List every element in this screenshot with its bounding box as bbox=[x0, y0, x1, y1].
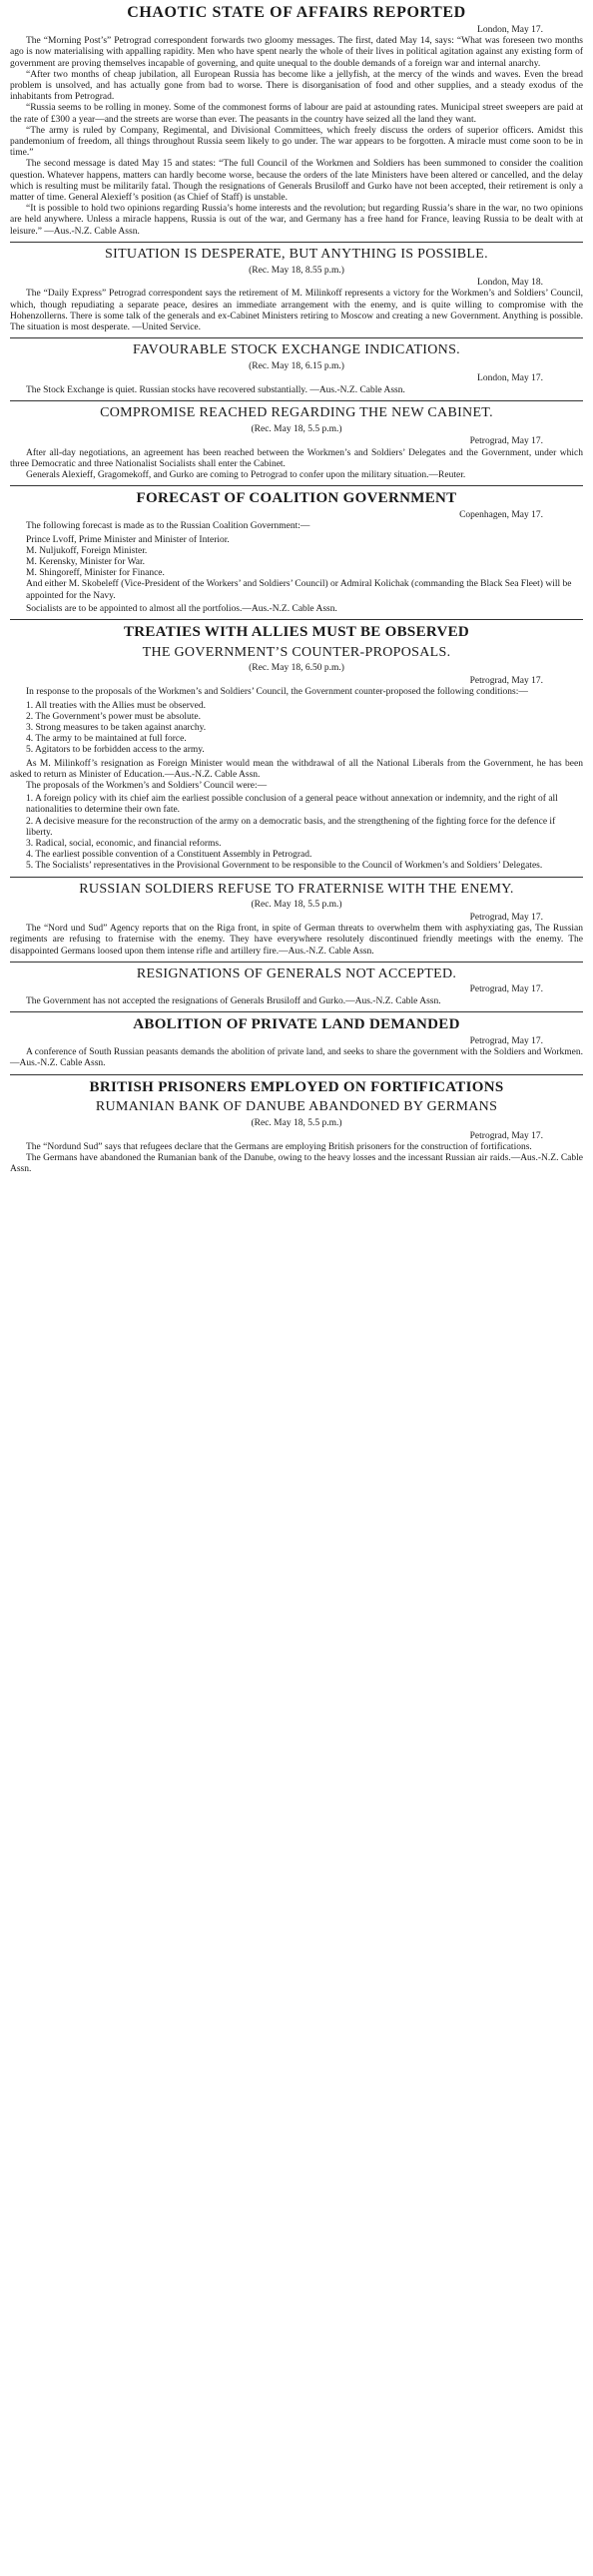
paragraph: “The army is ruled by Company, Regimental, and Divisional Committees, which freely discuss the orders of superior officers. Amidst this pandemonium of freedom, all things throughout Russia seem likely to go under. The war appears to be forgotten. A miracle must come soon to be in time.” bbox=[10, 125, 583, 159]
paragraph: After all-day negotiations, an agreement has been reached between the Workmen’s and Soldiers’ Delegates and the Government, under which three Democratic and three Nationalist Socialists shall enter the Cabinet. bbox=[10, 447, 583, 469]
divider bbox=[10, 242, 583, 243]
received-time: (Rec. May 18, 5.5 p.m.) bbox=[251, 1118, 342, 1129]
paragraph: “After two months of cheap jubilation, all European Russia has become like a jellyfish, at the mercy of the winds and waves. Even the bread problem is unsolved, and has actually gone from bad to worse. There is disorganisation of food and other supplies, and a steady exodus of the inhabitants from Petrograd. bbox=[10, 69, 583, 103]
list-item: 2. The Government’s power must be absolute. bbox=[26, 711, 202, 722]
list-item: 3. Radical, social, economic, and financial reforms. bbox=[26, 838, 222, 849]
headline: CHAOTIC STATE OF AFFAIRS REPORTED bbox=[127, 4, 466, 21]
list-item: 4. The earliest possible convention of a Constituent Assembly in Petrograd. bbox=[26, 850, 312, 861]
divider bbox=[10, 400, 583, 401]
paragraph: The Stock Exchange is quiet. Russian stocks have recovered substantially. —Aus.-N.Z. Cable Assn. bbox=[26, 384, 405, 395]
dateline: Petrograd, May 17. bbox=[469, 436, 543, 447]
list-item: 3. Strong measures to be taken against anarchy. bbox=[26, 722, 207, 733]
dateline: London, May 17. bbox=[477, 373, 543, 384]
paragraph: As M. Milinkoff’s resignation as Foreign Minister would mean the withdrawal of all the National Liberals from the Government, he has been asked to return as Minister of Education.—Aus.-N.Z. Cable Assn. bbox=[10, 758, 583, 780]
divider bbox=[10, 1011, 583, 1012]
article-resignations bbox=[10, 967, 583, 1007]
paragraph: The following forecast is made as to the Russian Coalition Government:— bbox=[26, 521, 310, 532]
dateline: London, May 18. bbox=[477, 278, 543, 289]
conditions-list bbox=[10, 701, 583, 757]
dateline: Petrograd, May 17. bbox=[469, 912, 543, 923]
paragraph: The “Nord und Sud” Agency reports that on the Riga front, in spite of German threats to overwhelm them with asphyxiating gas, The Russian regiments are refusing to fraternise with the enemy. They have everywhere resolutely discontinued friendly meetings with the enemy. The disappointed Germans loosed upon them intense rifle and artillery fire.—Aus.-N.Z. Cable Assn. bbox=[10, 924, 583, 957]
list-item: M. Nuljukoff, Foreign Minister. bbox=[26, 545, 148, 556]
headline: TREATIES WITH ALLIES MUST BE OBSERVED bbox=[123, 624, 470, 641]
paragraph: The “Daily Express” Petrograd correspondent says the retirement of M. Milinkoff represents a victory for the Workmen’s and Soldiers’ Council, which, though repudiating a separate peace, desires an immediate arrangement with the enemy, and is quite willing to compromise with the Hohenzollerns. There is some talk of the generals and ex-Cabinet Ministers retiring to Moscow and creating a new Government. Anything is possible. The situation is most desperate. —United Service. bbox=[10, 289, 583, 333]
headline: COMPROMISE REACHED REGARDING THE NEW CABINET. bbox=[100, 405, 493, 421]
headline: ABOLITION OF PRIVATE LAND DEMANDED bbox=[133, 1016, 460, 1033]
paragraph: The “Nordund Sud” says that refugees declare that the Germans are employing British prisoners for the construction of fortifications. bbox=[26, 1141, 532, 1152]
paragraph: The Germans have abandoned the Rumanian bank of the Danube, owing to the heavy losses and the incessant Russian air raids.—Aus.-N.Z. Cable Assn. bbox=[10, 1153, 583, 1175]
article-compromise-cabinet bbox=[10, 406, 583, 481]
paragraph: “Russia seems to be rolling in money. Some of the commonest forms of labour are paid at astounding rates. Municipal street sweepers are paid at the rate of £300 a year—and the streets are worse than ever. The peasants in the country have seized all the land they want. bbox=[10, 103, 583, 125]
council-proposals-list bbox=[10, 794, 583, 872]
article-treaties-header bbox=[10, 625, 583, 641]
dateline: London, May 17. bbox=[477, 24, 543, 35]
newspaper-page bbox=[0, 5, 593, 1176]
divider bbox=[10, 485, 583, 486]
dateline: Copenhagen, May 17. bbox=[459, 509, 543, 520]
paragraph: The Government has not accepted the resignations of Generals Brusiloff and Gurko.—Aus.-N.Z. Cable Assn. bbox=[26, 995, 441, 1006]
divider bbox=[10, 337, 583, 338]
article-chaotic-state bbox=[10, 5, 583, 238]
list-item: 1. All treaties with the Allies must be observed. bbox=[26, 700, 206, 711]
article-british-prisoners bbox=[10, 1080, 583, 1096]
paragraph: A conference of South Russian peasants demands the abolition of private land, and seeks to share the government with the Soldiers and Workmen.—Aus.-N.Z. Cable Assn. bbox=[10, 1047, 583, 1069]
divider bbox=[10, 1074, 583, 1075]
received-time: (Rec. May 18, 8.55 p.m.) bbox=[249, 265, 344, 276]
received-time: (Rec. May 18, 6.50 p.m.) bbox=[249, 663, 344, 674]
article-private-land bbox=[10, 1017, 583, 1070]
minister-list bbox=[10, 535, 583, 602]
headline: THE GOVERNMENT’S COUNTER-PROPOSALS. bbox=[142, 644, 451, 660]
received-time: (Rec. May 18, 6.15 p.m.) bbox=[249, 360, 344, 371]
article-situation-desperate bbox=[10, 248, 583, 333]
list-item: 5. The Socialists’ representatives in the Provisional Government to be responsible to the Council of Workmen’s and Soldiers’ Delegates. bbox=[26, 861, 543, 872]
list-item: M. Kerensky, Minister for War. bbox=[26, 557, 146, 567]
list-item: 4. The army to be maintained at full force. bbox=[26, 734, 187, 745]
headline: RUSSIAN SOLDIERS REFUSE TO FRATERNISE WITH THE ENEMY. bbox=[79, 881, 514, 897]
list-item: And either M. Skobeleff (Vice-President of the Workers’ and Soldiers’ Council) or Admiral Kolichak (commanding the Black Sea Fleet) will be appointed for the Navy. bbox=[26, 579, 572, 601]
article-soldiers-refuse bbox=[10, 883, 583, 958]
divider bbox=[10, 619, 583, 620]
divider bbox=[10, 962, 583, 963]
list-item: M. Shingoreff, Minister for Finance. bbox=[26, 568, 165, 579]
paragraph: “It is possible to hold two opinions regarding Russia’s home interests and the revolution; but regarding Russia’s share in the war, no two opinions are held anywhere. Unless a miracle happens, Russia is out of the war, and Germany has a free hand for France, leaving Russia to be dealt with at leisure.” —Aus.-N.Z. Cable Assn. bbox=[10, 204, 583, 237]
list-item: Prince Lvoff, Prime Minister and Minister of Interior. bbox=[26, 534, 230, 545]
paragraph: Socialists are to be appointed to almost all the portfolios.—Aus.-N.Z. Cable Assn. bbox=[26, 603, 337, 614]
paragraph: The “Morning Post’s” Petrograd correspondent forwards two gloomy messages. The first, dated May 14, says: “What was foreseen two months ago is now materialising with appalling rapidity. Men who have spent nearly the whole of their lives in political agitation against any existing form of government are proving themselves incapable of governing, and quite unequal to the double demands of a foreign war and internal anarchy. bbox=[10, 36, 583, 69]
dateline: Petrograd, May 17. bbox=[469, 1130, 543, 1141]
headline: FORECAST OF COALITION GOVERNMENT bbox=[136, 490, 457, 507]
paragraph: Generals Alexieff, Gragomekoff, and Gurko are coming to Petrograd to confer upon the military situation.—Reuter. bbox=[26, 470, 466, 480]
article-government-counter-proposals bbox=[10, 646, 583, 873]
paragraph: The second message is dated May 15 and states: “The full Council of the Workmen and Soldiers has been summoned to consider the coalition question. Whatever happens, matters can hardly become worse, because the orders of the late Ministers have been altered or cancelled, and the delay which is resulting must be militarily fatal. Though the resignations of Generals Brusiloff and Gurko have not been accepted, their retirement is only a matter of time. General Alexieff’s position (as Chief of Staff) is unstable. bbox=[10, 159, 583, 204]
received-time: (Rec. May 18, 5.5 p.m.) bbox=[251, 423, 342, 434]
dateline: Petrograd, May 17. bbox=[469, 675, 543, 686]
paragraph: The proposals of the Workmen’s and Soldiers’ Council were:— bbox=[26, 780, 268, 791]
headline: RESIGNATIONS OF GENERALS NOT ACCEPTED. bbox=[136, 966, 457, 981]
received-time: (Rec. May 18, 5.5 p.m.) bbox=[251, 900, 342, 911]
list-item: 5. Agitators to be forbidden access to the army. bbox=[26, 745, 205, 756]
article-coalition-forecast bbox=[10, 491, 583, 615]
headline: BRITISH PRISONERS EMPLOYED ON FORTIFICATIONS bbox=[89, 1078, 504, 1095]
list-item: 1. A foreign policy with its chief aim the earliest possible conclusion of a general peace without annexation or indemnity, and the right of all nationalities to determine their own fate. bbox=[26, 794, 558, 816]
dateline: Petrograd, May 17. bbox=[469, 984, 543, 995]
headline: SITUATION IS DESPERATE, BUT ANYTHING IS POSSIBLE. bbox=[105, 246, 488, 262]
headline: FAVOURABLE STOCK EXCHANGE INDICATIONS. bbox=[133, 342, 460, 358]
article-stock-exchange bbox=[10, 343, 583, 396]
article-rumanian-bank bbox=[10, 1100, 583, 1175]
list-item: 2. A decisive measure for the reconstruction of the army on a democratic basis, and the strengthening of the fighting force for the defence if liberty. bbox=[26, 816, 556, 838]
dateline: Petrograd, May 17. bbox=[469, 1035, 543, 1046]
divider bbox=[10, 877, 583, 878]
headline: RUMANIAN BANK OF DANUBE ABANDONED BY GERMANS bbox=[95, 1099, 498, 1115]
paragraph: In response to the proposals of the Workmen’s and Soldiers’ Council, the Government counter-proposed the following conditions:— bbox=[26, 687, 528, 698]
